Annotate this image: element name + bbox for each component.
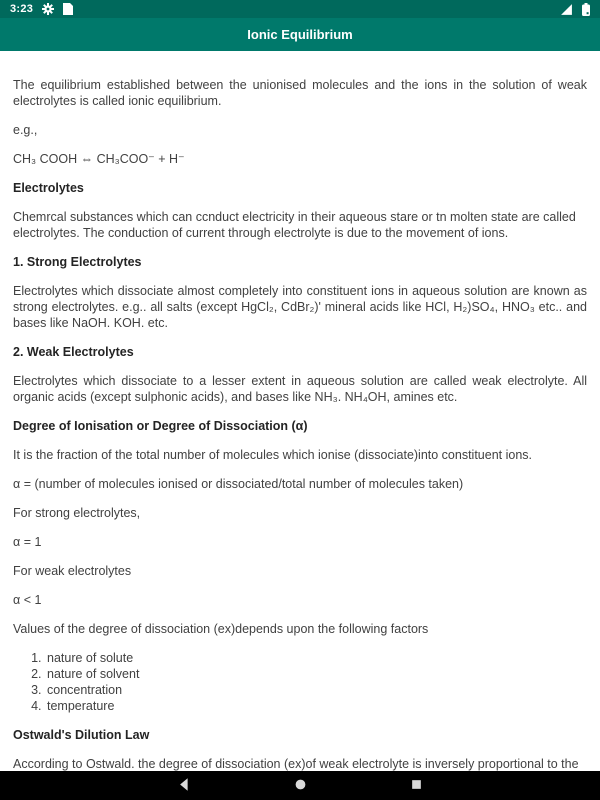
strong-electrolytes-heading: 1. Strong Electrolytes (13, 255, 142, 269)
strong-electrolytes-paragraph: Electrolytes which dissociate almost completely into constituent ions in aqueous solution are known as strong electrolytes. e.g.. all salts (except HgCl₂, CdBr₂)' mineral acids like HCl, H₂)SO₄, HNO₃ etc.. and bases like NaOH. KOH. etc. (13, 284, 587, 330)
degree-heading: Degree of Ionisation or Degree of Dissociation (α) (13, 419, 308, 433)
alpha-less-than-one: α < 1 (13, 593, 42, 607)
list-item: 2. nature of solvent (45, 666, 587, 682)
alpha-formula: α = (number of molecules ionised or dissociated/total number of molecules taken) (13, 477, 464, 491)
list-item: 1. nature of solute (45, 650, 587, 666)
weak-electrolytes-paragraph: Electrolytes which dissociate to a lesser extent in aqueous solution are called weak electrolyte. All organic acids (except sulphonic acids), and bases like NH₃. NH₄OH, amines etc. (13, 374, 587, 404)
strong-electrolytes-label: For strong electrolytes, (13, 506, 141, 520)
eg-label: e.g., (13, 123, 38, 137)
wifi-icon (560, 3, 573, 16)
back-button[interactable] (168, 774, 200, 798)
app-bar (0, 18, 600, 51)
ostwald-paragraph: According to Ostwald. the degree of dissociation (ex)of weak electrolyte is inversely proportional to the (13, 757, 579, 771)
reaction-equation: CH₃ COOH ⇔ CH₃COO⁻ + H⁻ (13, 152, 185, 166)
electrolytes-paragraph: Chemrcal substances which can ccnduct electricity in their aqueous stare or tn molten state are called electrolytes. The conduction of current through electrolyte is due to the movement of ions. (13, 210, 576, 240)
alpha-equals-one: α = 1 (13, 535, 42, 549)
battery-icon (582, 3, 590, 16)
gear-icon (42, 3, 54, 15)
electrolytes-heading: Electrolytes (13, 181, 84, 195)
home-button[interactable] (284, 774, 316, 798)
home-icon (294, 778, 307, 794)
factors-intro: Values of the degree of dissociation (ex)depends upon the following factors (13, 622, 429, 636)
page-title: Ionic Equilibrium (247, 27, 353, 42)
recents-icon (410, 778, 423, 794)
degree-definition: It is the fraction of the total number of molecules which ionise (dissociate)into constituent ions. (13, 448, 533, 462)
ostwald-heading: Ostwald's Dilution Law (13, 728, 150, 742)
status-bar (0, 0, 600, 18)
weak-electrolytes-heading: 2. Weak Electrolytes (13, 345, 134, 359)
content-area[interactable] (0, 51, 600, 771)
status-time: 3:23 (10, 3, 34, 15)
factors-list (13, 650, 587, 714)
nav-bar (0, 771, 600, 800)
back-icon (177, 777, 192, 795)
weak-electrolytes-label: For weak electrolytes (13, 564, 132, 578)
intro-paragraph: The equilibrium established between the unionised molecules and the ions in the solution of weak electrolytes is called ionic equilibrium. (13, 78, 587, 108)
recents-button[interactable] (400, 774, 432, 798)
list-item: 3. concentration (45, 682, 587, 698)
list-item: 4. temperature (45, 698, 587, 714)
memo-icon (63, 3, 73, 15)
